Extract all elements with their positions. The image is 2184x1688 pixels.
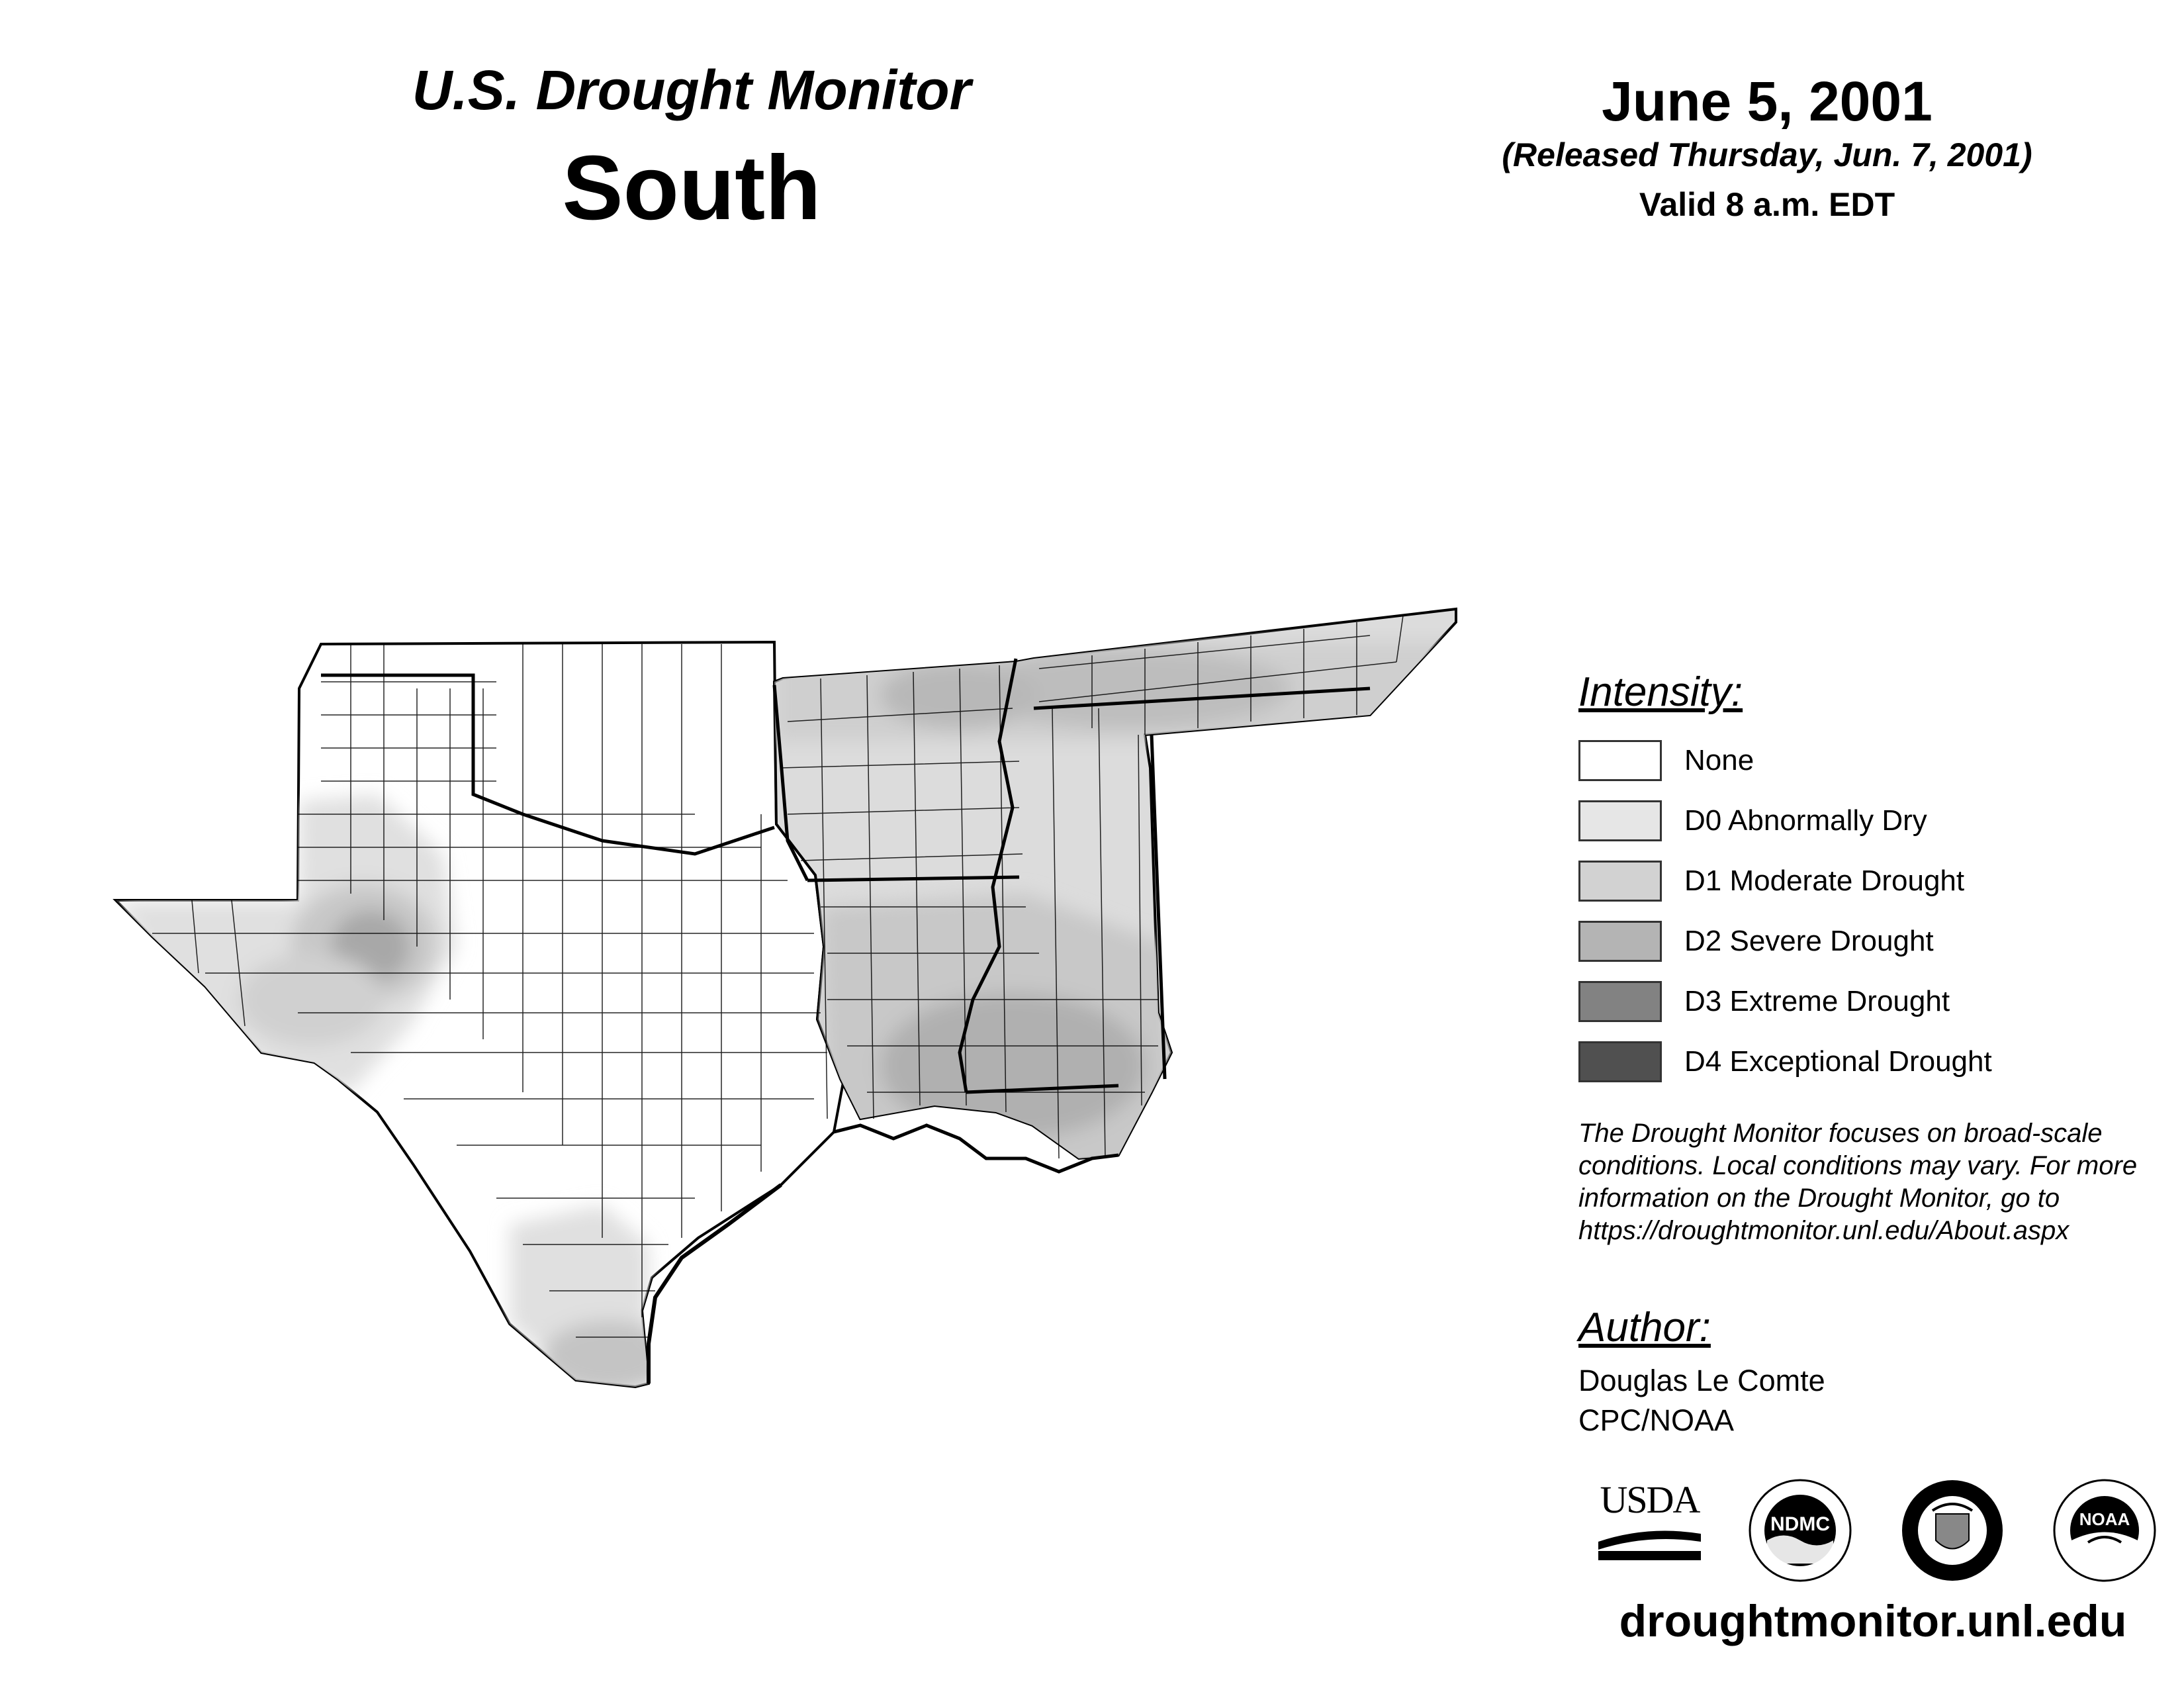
legend-label: D0 Abnormally Dry	[1684, 804, 1927, 837]
usda-swoosh-icon	[1595, 1522, 1704, 1562]
ndmc-logo-text: NDMC	[1770, 1513, 1830, 1535]
map-date: June 5, 2001	[1602, 70, 1933, 132]
valid-time: Valid 8 a.m. EDT	[1639, 186, 1895, 223]
legend-label: None	[1684, 744, 1754, 776]
map-title: U.S. Drought Monitor	[412, 59, 972, 121]
legend-swatch	[1578, 800, 1662, 841]
commerce-seal-icon	[1899, 1477, 2005, 1583]
drought-map	[99, 576, 1489, 1423]
legend-item-d2	[1578, 919, 1934, 964]
legend-label: D1 Moderate Drought	[1684, 865, 1965, 897]
usda-logo	[1595, 1477, 1704, 1557]
legend-item-d0	[1578, 798, 1927, 843]
info-note: The Drought Monitor focuses on broad-scale conditions. Local conditions may vary. For more information on the Drought Monitor, go to https://droughtmonitor.unl.edu/About.aspx	[1578, 1119, 2138, 1245]
legend-swatch	[1578, 740, 1662, 781]
legend-title: Intensity:	[1578, 669, 1743, 715]
legend-swatch	[1578, 921, 1662, 962]
legend-swatch	[1578, 861, 1662, 902]
legend-item-none	[1578, 738, 1754, 783]
noaa-logo-text: NOAA	[2079, 1509, 2130, 1529]
footer-url[interactable]: droughtmonitor.unl.edu	[1619, 1596, 2127, 1646]
texas-oklahoma-region	[116, 642, 844, 1387]
ndmc-logo	[1747, 1477, 1853, 1583]
legend-label: D2 Severe Drought	[1684, 925, 1934, 957]
legend-item-d4	[1578, 1039, 1992, 1084]
legend-label: D3 Extreme Drought	[1684, 985, 1950, 1017]
legend-item-d3	[1578, 979, 1950, 1024]
legend-label: D4 Exceptional Drought	[1684, 1045, 1992, 1078]
author-title: Author:	[1578, 1305, 1711, 1350]
noaa-logo	[2052, 1477, 2158, 1583]
legend-swatch	[1578, 1041, 1662, 1082]
legend-item-d1	[1578, 859, 1964, 904]
usda-logo-text: USDA	[1600, 1478, 1700, 1521]
legend-swatch	[1578, 981, 1662, 1022]
release-date: (Released Thursday, Jun. 7, 2001)	[1502, 136, 2032, 173]
author-org: CPC/NOAA	[1578, 1403, 1735, 1437]
author-name: Douglas Le Comte	[1578, 1364, 1825, 1397]
region-title: South	[562, 137, 821, 239]
